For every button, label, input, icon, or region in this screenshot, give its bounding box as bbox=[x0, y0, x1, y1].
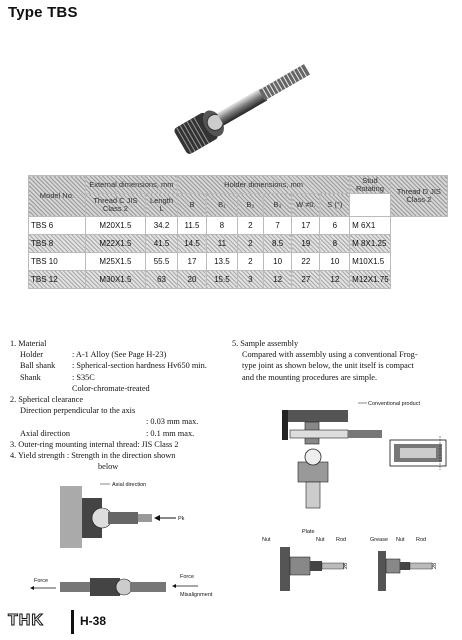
cell-s: 12 bbox=[320, 271, 350, 289]
grease-label: Grease bbox=[370, 537, 389, 543]
cell-b2: 2 bbox=[237, 217, 263, 235]
force-right-label: Force bbox=[180, 574, 195, 580]
holder-label: Holder bbox=[20, 350, 44, 360]
shank-label: Shank bbox=[20, 372, 41, 382]
cell-b3: 8.5 bbox=[263, 235, 291, 253]
col-b2: B₂ bbox=[237, 194, 263, 217]
cell-model: TBS 10 bbox=[29, 253, 86, 271]
cell-b3: 7 bbox=[263, 217, 291, 235]
cell-b: 17 bbox=[177, 253, 206, 271]
table-subheader-row bbox=[29, 194, 448, 217]
cell-thread-d: M10X1.5 bbox=[350, 253, 390, 271]
cell-thread-d: M12X1.75 bbox=[350, 271, 390, 289]
cell-w: 27 bbox=[292, 271, 320, 289]
holder-value: : A-1 Alloy (See Page H-23) bbox=[72, 350, 167, 360]
cell-length: 55.5 bbox=[146, 253, 178, 271]
col-b: B bbox=[177, 194, 206, 217]
cell-model: TBS 8 bbox=[29, 235, 86, 253]
cell-b2: 2 bbox=[237, 253, 263, 271]
cell-b2: 2 bbox=[237, 235, 263, 253]
cell-w: 22 bbox=[292, 253, 320, 271]
col-model: Model No. bbox=[29, 176, 86, 217]
cell-s: 10 bbox=[320, 253, 350, 271]
cell-b1: 15.5 bbox=[207, 271, 238, 289]
cell-length: 63 bbox=[146, 271, 178, 289]
cell-w: 19 bbox=[292, 235, 320, 253]
dim-2: 28 bbox=[432, 562, 438, 569]
cell-b2: 3 bbox=[237, 271, 263, 289]
cell-length: 41.5 bbox=[146, 235, 178, 253]
rod-label: Rod bbox=[336, 537, 347, 543]
cell-thread: M22X1.5 bbox=[85, 235, 145, 253]
product-photo bbox=[160, 42, 330, 167]
shank-line bbox=[10, 372, 232, 383]
clearance-heading: 2. Spherical clearance bbox=[10, 395, 84, 405]
table-header-row bbox=[29, 176, 448, 194]
thk-logo: THK bbox=[8, 612, 44, 629]
cell-b1: 8 bbox=[207, 217, 238, 235]
cell-b: 20 bbox=[177, 271, 206, 289]
cell-thread: M30X1.5 bbox=[85, 271, 145, 289]
holder-line bbox=[10, 349, 232, 360]
material-heading: 1. Material bbox=[10, 339, 47, 348]
col-thread-d: Thread D JIS Class 2 bbox=[390, 176, 447, 217]
cell-b: 11.5 bbox=[177, 217, 206, 235]
cell-b1: 13.5 bbox=[207, 253, 238, 271]
ballshank-value: : Spherical-section hardness Hv650 min. bbox=[72, 361, 207, 371]
plate-label: Plate bbox=[302, 529, 315, 535]
cell-thread-d: M 6X1 bbox=[350, 217, 390, 235]
perp-value: : 0.03 mm max. bbox=[146, 417, 199, 427]
conventional-label: Conventional product bbox=[368, 401, 420, 407]
misalignment-label: Misalignment bbox=[180, 592, 213, 598]
axial-label: Axial direction bbox=[20, 428, 70, 438]
sample-text-3: and the mounting procedures are simple. bbox=[242, 372, 378, 382]
notes-section bbox=[10, 338, 232, 472]
sample-assembly-figure bbox=[250, 525, 455, 605]
group-external: External dimensions, mm bbox=[85, 176, 177, 194]
cell-b3: 10 bbox=[263, 253, 291, 271]
cell-b: 14.5 bbox=[177, 235, 206, 253]
sample-heading: 5. Sample assembly bbox=[232, 339, 299, 348]
page-title: Type TBS bbox=[8, 4, 78, 21]
pk-label: Pk bbox=[178, 516, 185, 522]
yield-note: 4. Yield strength : Strength in the direction shown bbox=[10, 451, 176, 461]
cell-w: 17 bbox=[292, 217, 320, 235]
axial-value: : 0.1 mm max. bbox=[146, 428, 195, 438]
axial-line bbox=[10, 428, 232, 439]
axial-direction-figure bbox=[60, 478, 220, 553]
nut-label: Nut bbox=[262, 537, 271, 543]
spec-table bbox=[28, 175, 448, 289]
conventional-product-figure bbox=[280, 392, 460, 517]
cell-thread: M25X1.5 bbox=[85, 253, 145, 271]
table-row bbox=[29, 217, 448, 235]
shank-value-2: Color-chromate-treated bbox=[72, 383, 150, 393]
col-thread: Thread C JIS Class 2 bbox=[85, 194, 145, 217]
force-left-label: Force bbox=[34, 578, 49, 584]
axial-direction-label: Axial direction bbox=[112, 482, 147, 488]
group-holder: Holder dimensions, mm bbox=[177, 176, 349, 194]
yield-note-2: below bbox=[98, 462, 119, 472]
table-row bbox=[29, 271, 448, 289]
dim-1: 28 bbox=[343, 562, 349, 569]
nut2-label: Nut bbox=[316, 537, 325, 543]
sample-section bbox=[232, 338, 454, 383]
col-b3: B₃ bbox=[263, 194, 291, 217]
table-row bbox=[29, 235, 448, 253]
cell-s: 8 bbox=[320, 235, 350, 253]
rod2-label: Rod bbox=[416, 537, 427, 543]
thread-note: 3. Outer-ring mounting internal thread: JIS Class 2 bbox=[10, 439, 179, 449]
cell-s: 6 bbox=[320, 217, 350, 235]
cell-model: TBS 12 bbox=[29, 271, 86, 289]
cell-thread-d: M 8X1.25 bbox=[350, 235, 390, 253]
table-row bbox=[29, 253, 448, 271]
page-number: H-38 bbox=[80, 614, 107, 628]
cell-b1: 11 bbox=[207, 235, 238, 253]
cell-length: 34.2 bbox=[146, 217, 178, 235]
col-s: S (°) bbox=[320, 194, 350, 217]
col-w: W ≠0. bbox=[292, 194, 320, 217]
col-length: Length L bbox=[146, 194, 178, 217]
col-b1: B₁ bbox=[207, 194, 238, 217]
shank-value: : S35C bbox=[72, 372, 95, 382]
group-stud: Stud Rotating bbox=[350, 176, 390, 194]
nut3-label: Nut bbox=[396, 537, 405, 543]
sample-text-2: type joint as shown below, the unit itself is compact bbox=[242, 361, 414, 371]
sample-text-1: Compared with assembly using a conventional Frog- bbox=[242, 350, 418, 360]
misalignment-figure bbox=[30, 560, 230, 605]
cell-b3: 12 bbox=[263, 271, 291, 289]
cell-thread: M20X1.5 bbox=[85, 217, 145, 235]
footer-divider bbox=[71, 610, 74, 634]
cell-model: TBS 6 bbox=[29, 217, 86, 235]
ballshank-label: Ball shank bbox=[20, 361, 56, 371]
perp-label: Direction perpendicular to the axis bbox=[20, 406, 136, 416]
ballshank-line bbox=[10, 360, 232, 371]
